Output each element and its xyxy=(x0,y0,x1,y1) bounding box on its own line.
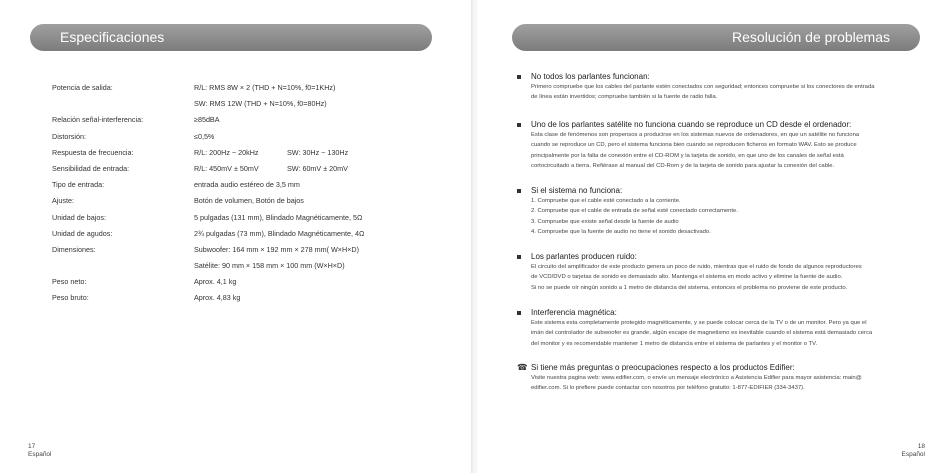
spec-label: Potencia de salida: xyxy=(52,83,113,92)
issue-item xyxy=(517,72,917,103)
spec-value-secondary: SW: 60mV ± 20mV xyxy=(287,163,348,173)
spec-value: SW: RMS 12W (THD + N=10%, f0=80Hz) xyxy=(194,99,327,109)
issue-line: edifier.com. Si lo prefiere puede contactar con nosotros por teléfono gratuito: 1-877-EDIFIER (334-3437). xyxy=(531,385,805,392)
bullet-icon xyxy=(517,75,521,79)
spec-row xyxy=(52,274,364,290)
spec-label: Dimensiones: xyxy=(52,244,96,254)
page-language: Español xyxy=(28,451,52,458)
issue-title: No todos los parlantes funcionan: xyxy=(531,72,650,81)
issue-title: Interferencia magnética: xyxy=(531,308,617,317)
spec-row xyxy=(52,193,364,209)
spec-row xyxy=(52,145,364,161)
issue-line: de línea están invertidos; compruebe también si la fuente de radio falla. xyxy=(531,94,718,101)
bullet-icon xyxy=(517,255,521,259)
issue-line: Este sistema esta completamente protegido magnéticamente, y se puede colocar cerca de la TV o de un monitor. Pero ya que el xyxy=(531,320,867,326)
issue-item xyxy=(517,186,917,238)
issue-item xyxy=(517,120,917,172)
issue-title: Si el sistema no funciona: xyxy=(531,186,623,195)
spec-value: Satélite: 90 mm × 158 mm × 100 mm (W×H×D) xyxy=(194,261,345,271)
spec-row xyxy=(52,242,364,258)
bullet-icon xyxy=(517,189,521,193)
bullet-icon xyxy=(517,123,521,127)
spec-row xyxy=(52,129,364,145)
issue-body xyxy=(517,82,917,103)
spec-value: Aprox. 4,83 kg xyxy=(194,293,241,303)
spec-row xyxy=(52,210,364,226)
issue-line: 1. Compruebe que el cable esté conectado a la corriente. xyxy=(531,198,681,204)
spec-label: Unidad de agudos: xyxy=(52,228,113,238)
spec-row xyxy=(52,112,364,128)
issue-body xyxy=(517,196,917,238)
issue-title: Uno de los parlantes satélite no funciona cuando se reproduce un CD desde el ordenador: xyxy=(531,120,852,129)
issue-line: imán del controlador de subwoofer es grande, algún escape de magnetismo es inevitable cuando el sistema está demasiado cerca xyxy=(531,330,873,337)
issue-body xyxy=(517,262,917,293)
issue-item xyxy=(517,308,917,349)
spec-value: Subwoofer: 164 mm × 192 mm × 278 mm( W×H×D) xyxy=(194,244,359,254)
issue-title: Los parlantes producen ruido: xyxy=(531,252,637,261)
page-number: 18 xyxy=(917,443,925,450)
issue-body xyxy=(517,130,917,172)
issue-line: El circuito del amplificador de este producto genera un poco de ruido, mientras que el ruido de fondo de algunos reproductores xyxy=(531,264,862,270)
page-title: Especificaciones xyxy=(30,24,432,51)
issue-body xyxy=(517,318,917,349)
page-title: Resolución de problemas xyxy=(512,24,920,51)
issue-line: principalmente por la falta de conexión entre el CD-ROM y la tarjeta de sonido, en que uno de los canales de señal está xyxy=(531,152,844,159)
spec-label: Tipo de entrada: xyxy=(52,180,105,190)
issue-line: del monitor y es recomendable mantener 1 metro de distancia entre el sistema de parlantes y el monitor o TV. xyxy=(531,340,818,347)
spec-value: 2¾ pulgadas (73 mm), Blindado Magnéticamente, 4Ω xyxy=(194,228,365,238)
issue-line: de VCD/DVD o tarjetas de sonido es demasiado alto. Mantenga el sistema en modo activo y elimine la fuente de audio. xyxy=(531,274,843,281)
spec-value: Aprox. 4,1 kg xyxy=(194,277,237,287)
spec-label: Distorsión: xyxy=(52,131,86,141)
spec-label: Relación señal-interferencia: xyxy=(52,115,144,125)
issue-line: cuando se reproduce un CD, pero el sistema funciona bien cuando se reproducen ficheros en formato WAV. Esto se produce xyxy=(531,142,857,149)
spec-value: R/L: RMS 8W × 2 (THD + N=10%, f0=1KHz) xyxy=(194,83,336,92)
spec-label: Peso neto: xyxy=(52,277,87,287)
spec-value: R/L: 200Hz ~ 20kHz xyxy=(194,147,259,157)
issue-line: 3. Compruebe que existe señal desde la fuente de audio xyxy=(531,218,679,225)
spec-label: Ajuste: xyxy=(52,196,74,206)
spec-label: Peso bruto: xyxy=(52,293,89,303)
issue-line: Esta clase de fenómenos son propensos a producirse en los sistemas nuevos de ordenadores, en que un satélite no funciona xyxy=(531,132,860,138)
page-footer xyxy=(902,443,926,459)
phone-icon: ☎ xyxy=(517,362,528,372)
spec-value-secondary: SW: 30Hz ~ 130Hz xyxy=(287,147,349,157)
issue-line: 4. Compruebe que la fuente de audio no tiene el sonido desactivado. xyxy=(531,229,711,236)
issue-body xyxy=(517,373,917,394)
spec-row xyxy=(52,177,364,193)
bullet-icon xyxy=(517,311,521,315)
spec-value: 5 pulgadas (131 mm), Blindado Magnéticamente, 5Ω xyxy=(194,212,363,222)
spec-label xyxy=(52,96,194,112)
spec-value: ≤0,5% xyxy=(194,131,215,141)
spec-table xyxy=(52,80,364,307)
spec-row xyxy=(52,161,364,177)
issue-line: Primero compruebe que los cables del parlante estén conectados con seguridad; entonces compruebe si los conectores de entrada xyxy=(531,84,875,90)
issue-line: Si no se puede oír ningún sonido a 1 metro de distancia del sistema, entonces el problema no proviene de este producto. xyxy=(531,284,848,291)
page-footer xyxy=(28,443,52,459)
left-page xyxy=(0,0,473,473)
issue-line: Visite nuestra pagina web: www.edifier.com, o envíe un mensaje electrónico a Asistencia Edifier para mayor asistencia: main@ xyxy=(531,375,862,381)
spec-row xyxy=(52,258,364,274)
spec-label: Respuesta de frecuencia: xyxy=(52,147,134,157)
spec-row xyxy=(52,96,364,112)
spec-row xyxy=(52,290,364,306)
page-number: 17 xyxy=(28,443,36,450)
spec-value: entrada audio estéreo de 3,5 mm xyxy=(194,180,300,190)
spec-row xyxy=(52,226,364,242)
issue-item xyxy=(517,363,917,394)
right-page xyxy=(477,0,950,473)
spec-value: R/L: 450mV ± 50mV xyxy=(194,163,259,173)
issue-item xyxy=(517,252,917,293)
spec-label: Sensibilidad de entrada: xyxy=(52,163,130,173)
spec-value: ≥85dBA xyxy=(194,115,220,125)
spec-label: Unidad de bajos: xyxy=(52,212,106,222)
issue-line: cortocircuitado a tierra. Refiérase al manual del CD-Rom y de la tarjeta de sonido para ajustar la conexión del cable. xyxy=(531,163,835,170)
spec-label xyxy=(52,258,194,274)
issue-title: Si tiene más preguntas o preocupaciones respecto a los productos Edifier: xyxy=(531,363,795,372)
spec-value: Botón de volumen, Botón de bajos xyxy=(194,196,304,206)
page-language: Español xyxy=(901,451,925,458)
issue-line: 2. Compruebe que el cable de entrada de señal esté conectado correctamente. xyxy=(531,208,738,215)
spec-row xyxy=(52,80,364,96)
